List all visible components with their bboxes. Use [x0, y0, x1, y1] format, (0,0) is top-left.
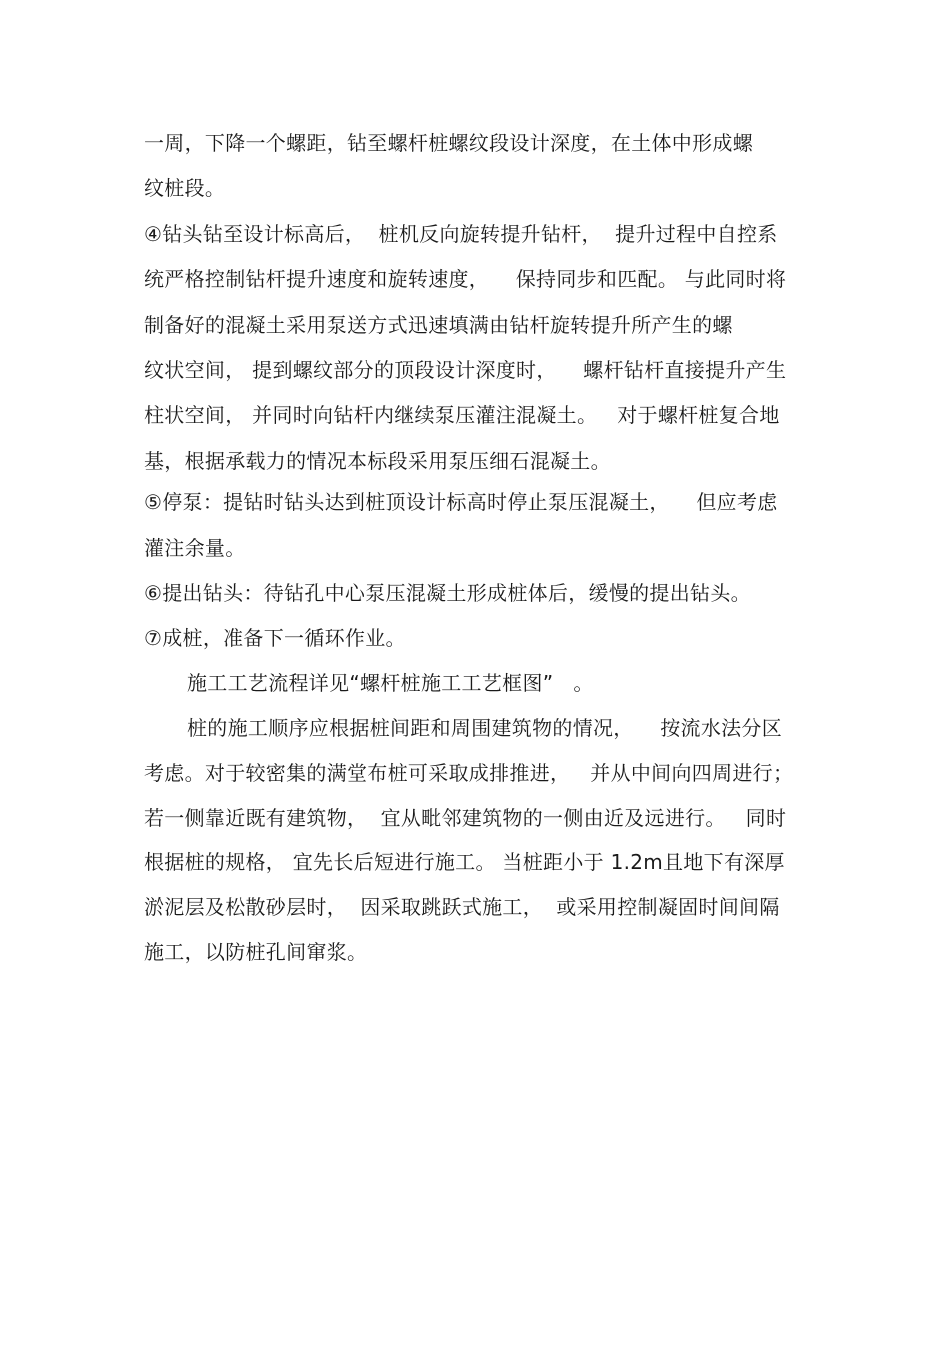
text-line: ⑥提出钻头：待钻孔中心泵压混凝土形成桩体后，缓慢的提出钻头。: [144, 581, 751, 605]
text-line: 施工工艺流程详见“螺杆桩施工工艺框图” 。: [187, 671, 594, 695]
text-line: ④钻头钻至设计标高后， 桩机反向旋转提升钻杆， 提升过程中自控系: [144, 222, 778, 246]
text-line: ⑦成桩，准备下一循环作业。: [144, 626, 406, 650]
text-line: 桩的施工顺序应根据桩间距和周围建筑物的情况， 按流水法分区: [187, 716, 783, 740]
text-line: 淤泥层及松散砂层时， 因采取跳跃式施工， 或采用控制凝固时间间隔: [144, 895, 780, 919]
text-line: 灌注余量。: [144, 536, 246, 560]
text-line: 根据桩的规格， 宜先长后短进行施工。 当桩距小于 1.2m且地下有深厚: [144, 850, 785, 874]
text-line: 基，根据承载力的情况本标段采用泵压细石混凝土。: [144, 449, 611, 473]
text-line: 柱状空间， 并同时向钻杆内继续泵压灌注混凝土。 对于螺杆桩复合地: [144, 403, 780, 427]
text-line: 一周，下降一个螺距，钻至螺杆桩螺纹段设计深度，在土体中形成螺: [144, 131, 753, 155]
text-line: 纹桩段。: [144, 176, 226, 200]
text-line: 考虑。对于较密集的满堂布桩可采取成排推进， 并从中间向四周进行；: [144, 761, 794, 785]
text-line: 纹状空间， 提到螺纹部分的顶段设计深度时， 螺杆钻杆直接提升产生: [144, 358, 787, 382]
text-line: ⑤停泵：提钻时钻头达到桩顶设计标高时停止泵压混凝土， 但应考虑: [144, 490, 778, 514]
text-line: 制备好的混凝土采用泵送方式迅速填满由钻杆旋转提升所产生的螺: [144, 313, 733, 337]
text-line: 若一侧靠近既有建筑物， 宜从毗邻建筑物的一侧由近及远进行。 同时: [144, 806, 787, 830]
text-line: 施工，以防桩孔间窜浆。: [144, 940, 368, 964]
text-line: 统严格控制钻杆提升速度和旋转速度， 保持同步和匹配。 与此同时将: [144, 267, 787, 291]
